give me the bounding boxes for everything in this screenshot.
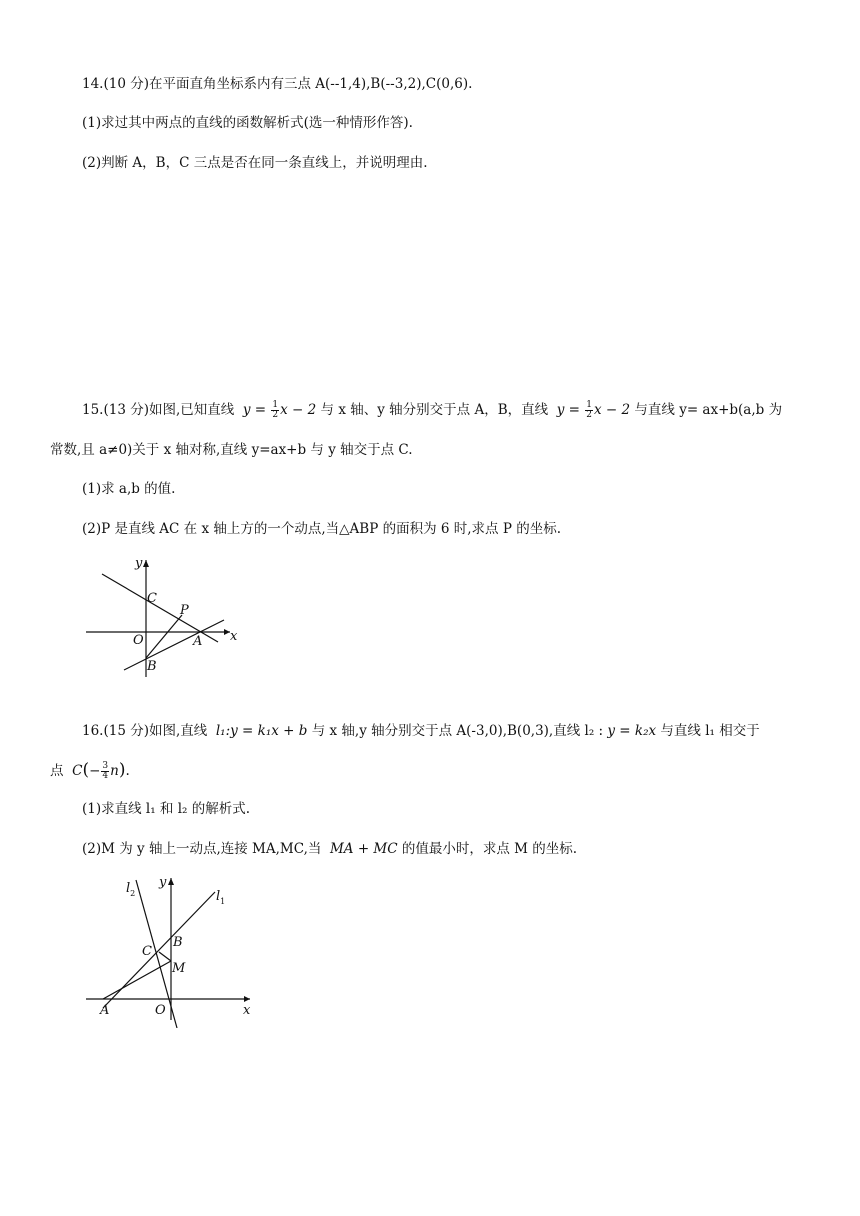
q15-mid2: 与直线 y= ax+b(a,b 为 bbox=[634, 402, 783, 418]
q16-part1: (1)求直线 l₁ 和 l₂ 的解析式. bbox=[82, 801, 251, 817]
q15-label-a: A bbox=[193, 634, 203, 649]
q16-label-l1: $l_1$ bbox=[216, 889, 226, 906]
q16-title bbox=[82, 721, 760, 741]
q16-line-am bbox=[103, 961, 171, 999]
q15-part1: (1)求 a,b 的值. bbox=[82, 481, 176, 497]
q15-label-o: O bbox=[133, 633, 144, 648]
q15-figure bbox=[80, 552, 250, 682]
q15-y-arrow bbox=[143, 560, 149, 567]
q16-x-arrow bbox=[244, 996, 250, 1002]
q16-line2-prefix: 点 bbox=[50, 763, 64, 779]
q16-label-b: B bbox=[173, 935, 183, 950]
q14-title: 14.(10 分)在平面直角坐标系内有三点 A(--1,4),B(--3,2),C(0,6). bbox=[82, 76, 473, 92]
q16-label-m: M bbox=[172, 961, 186, 976]
q15-label-y: y bbox=[135, 556, 143, 571]
q16-label-c: C bbox=[142, 944, 152, 959]
q16-part2-expr: MA + MC bbox=[329, 841, 398, 857]
q16-part2 bbox=[82, 839, 577, 859]
q16-prefix: 16.(15 分)如图,直线 bbox=[82, 723, 208, 739]
q16-mid1: 与 x 轴,y 轴分别交于点 A(-3,0),B(0,3),直线 l₂ : bbox=[311, 723, 604, 739]
q16-line2: 点 C(− $\frac{3}{4}$ n). bbox=[50, 760, 130, 781]
q15-part2: (2)P 是直线 AC 在 x 轴上方的一个动点,当△ABP 的面积为 6 时,求点 P 的坐标. bbox=[82, 521, 561, 537]
q16-mid2: 与直线 l₁ 相交于 bbox=[660, 723, 760, 739]
q15-label-b: B bbox=[147, 659, 157, 674]
q15-line2: 常数,且 a≠0)关于 x 轴对称,直线 y=ax+b 与 y 轴交于点 C. bbox=[50, 442, 413, 458]
q16-label-o: O bbox=[155, 1003, 166, 1018]
q16-label-y: y bbox=[159, 875, 167, 890]
q16-line-cm bbox=[159, 952, 171, 961]
q14-part2: (2)判断 A，B，C 三点是否在同一条直线上，并说明理由. bbox=[82, 155, 428, 171]
q15-label-c: C bbox=[147, 591, 157, 606]
q16-figure bbox=[80, 868, 270, 1028]
q15-label-p: P bbox=[180, 603, 189, 618]
q16-label-l2: $l_2$ bbox=[126, 881, 136, 898]
q14-part1: (1)求过其中两点的直线的函数解析式(选一种情形作答). bbox=[82, 115, 413, 131]
q16-line-l1 bbox=[103, 892, 215, 1008]
q15-label-x: x bbox=[230, 629, 238, 644]
q16-part2-a: (2)M 为 y 轴上一动点,连接 MA,MC,当 bbox=[82, 841, 322, 857]
q16-label-x: x bbox=[243, 1003, 251, 1018]
q16-label-a: A bbox=[100, 1003, 110, 1018]
q16-point-c: C(− $\frac{3}{4}$ n) bbox=[72, 760, 126, 781]
q15-mid1: 与 x 轴、y 轴分别交于点 A，B，直线 bbox=[320, 402, 549, 418]
q15-line-bp bbox=[146, 615, 182, 658]
q15-title bbox=[82, 400, 782, 420]
q16-l1-eq: l₁:y = k₁x + b bbox=[215, 723, 308, 739]
q16-part2-b: 的值最小时，求点 M 的坐标. bbox=[401, 841, 578, 857]
q15-prefix: 15.(13 分)如图,已知直线 bbox=[82, 402, 235, 418]
q16-l2-eq: y = k₂x bbox=[607, 723, 657, 739]
q16-y-arrow bbox=[168, 878, 174, 885]
q15-eq2: y = $\frac{1}{2}$ x − 2 bbox=[556, 400, 631, 420]
q15-eq1: y = $\frac{1}{2}$ x − 2 bbox=[242, 400, 317, 420]
